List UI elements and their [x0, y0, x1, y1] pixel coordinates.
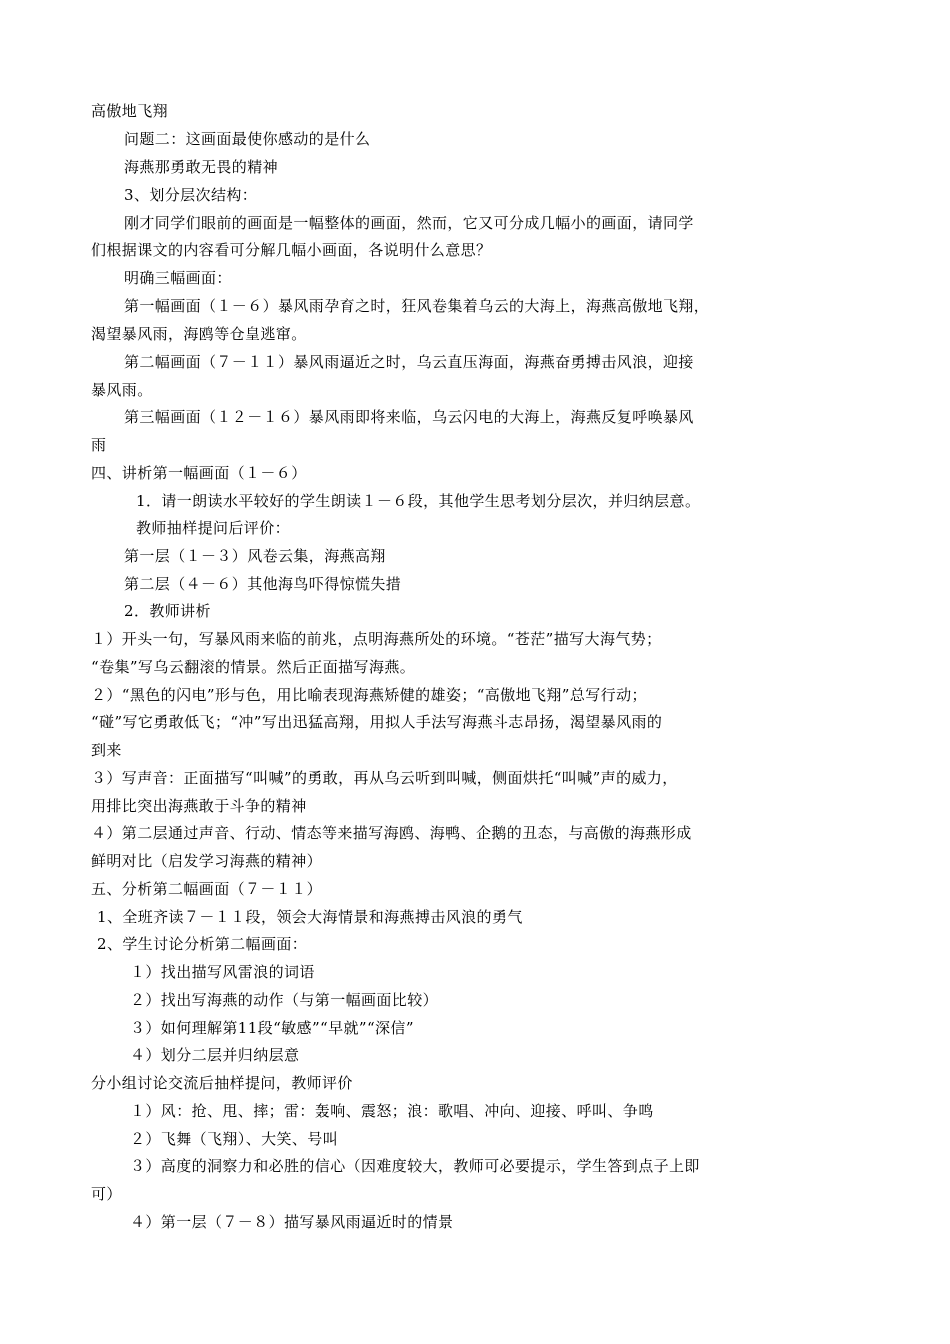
text-line: 可）	[91, 1185, 122, 1203]
text-line: 刚才同学们眼前的画面是一幅整体的画面，然而，它又可分成几幅小的画面，请同学	[124, 214, 694, 232]
text-line: 第二层（４－６）其他海鸟吓得惊慌失措	[124, 575, 402, 593]
text-line: ３）高度的洞察力和必胜的信心（因难度较大，教师可必要提示，学生答到点子上即	[130, 1157, 700, 1175]
text-line: ３）如何理解第11段“敏感”“早就”“深信”	[130, 1019, 414, 1037]
text-line: 雨	[91, 436, 107, 454]
text-line: 1．请一朗读水平较好的学生朗读１－６段，其他学生思考划分层次，并归纳层意。	[136, 492, 701, 510]
text-line: 1、全班齐读７－１１段，领会大海情景和海燕搏击风浪的勇气	[97, 908, 523, 926]
text-line: 2．教师讲析	[124, 602, 211, 620]
text-line: １）找出描写风雷浪的词语	[130, 963, 315, 981]
text-line: “碰”写它勇敢低飞；“冲”写出迅猛高翔，用拟人手法写海燕斗志昂扬，渴望暴风雨的	[91, 713, 663, 731]
text-line: １）风：抢、甩、摔；雷：轰响、震怒；浪：歌唱、冲向、迎接、呼叫、争鸣	[130, 1102, 654, 1120]
text-line: ３）写声音：正面描写“叫喊”的勇敢，再从乌云听到叫喊，侧面烘托“叫喊”声的威力，	[91, 769, 678, 787]
text-line: 到来	[91, 741, 122, 759]
text-line: 用排比突出海燕敢于斗争的精神	[91, 797, 307, 815]
text-line: 鲜明对比（启发学习海燕的精神）	[91, 852, 323, 870]
text-line: 海燕那勇敢无畏的精神	[124, 158, 279, 176]
text-line: 渴望暴风雨，海鸥等仓皇逃窜。	[91, 325, 307, 343]
text-line: ４）划分二层并归纳层意	[130, 1046, 300, 1064]
text-line: 分小组讨论交流后抽样提问，教师评价	[91, 1074, 353, 1092]
text-line: “卷集”写乌云翻滚的情景。然后正面描写海燕。	[91, 658, 416, 676]
text-line: 问题二：这画面最使你感动的是什么	[124, 130, 371, 148]
text-line: 第一幅画面（１－６）暴风雨孕育之时，狂风卷集着乌云的大海上，海燕高傲地飞翔，	[124, 297, 710, 315]
text-line: 2、学生讨论分析第二幅画面：	[97, 935, 308, 953]
text-line: 第三幅画面（１２－１６）暴风雨即将来临，乌云闪电的大海上，海燕反复呼唤暴风	[124, 408, 694, 426]
text-line: ２）找出写海燕的动作（与第一幅画面比较）	[130, 991, 439, 1009]
section-heading: 五、分析第二幅画面（７－１１）	[91, 880, 323, 898]
text-line: 暴风雨。	[91, 381, 153, 399]
text-line: 第二幅画面（７－１１）暴风雨逼近之时，乌云直压海面，海燕奋勇搏击风浪，迎接	[124, 353, 694, 371]
text-line: ４）第一层（７－８）描写暴风雨逼近时的情景	[130, 1213, 454, 1231]
text-line: 高傲地飞翔	[91, 102, 169, 120]
text-line: 们根据课文的内容看可分解几幅小画面，各说明什么意思？	[91, 241, 492, 259]
text-line: 明确三幅画面：	[124, 269, 232, 287]
text-line: 第一层（１－３）风卷云集，海燕高翔	[124, 547, 386, 565]
text-line: ４）第二层通过声音、行动、情态等来描写海鸥、海鸭、企鹅的丑态，与高傲的海燕形成	[91, 824, 692, 842]
text-line: ２）“黑色的闪电”形与色，用比喻表现海燕矫健的雄姿；“高傲地飞翔”总写行动；	[91, 686, 647, 704]
text-line: １）开头一句，写暴风雨来临的前兆，点明海燕所处的环境。“苍茫”描写大海气势；	[91, 630, 662, 648]
text-line: 3、划分层次结构：	[124, 186, 258, 204]
text-line: ２）飞舞（飞翔）、大笑、号叫	[130, 1130, 339, 1148]
text-line: 教师抽样提问后评价：	[136, 519, 291, 537]
section-heading: 四、讲析第一幅画面（１－６）	[91, 464, 307, 482]
